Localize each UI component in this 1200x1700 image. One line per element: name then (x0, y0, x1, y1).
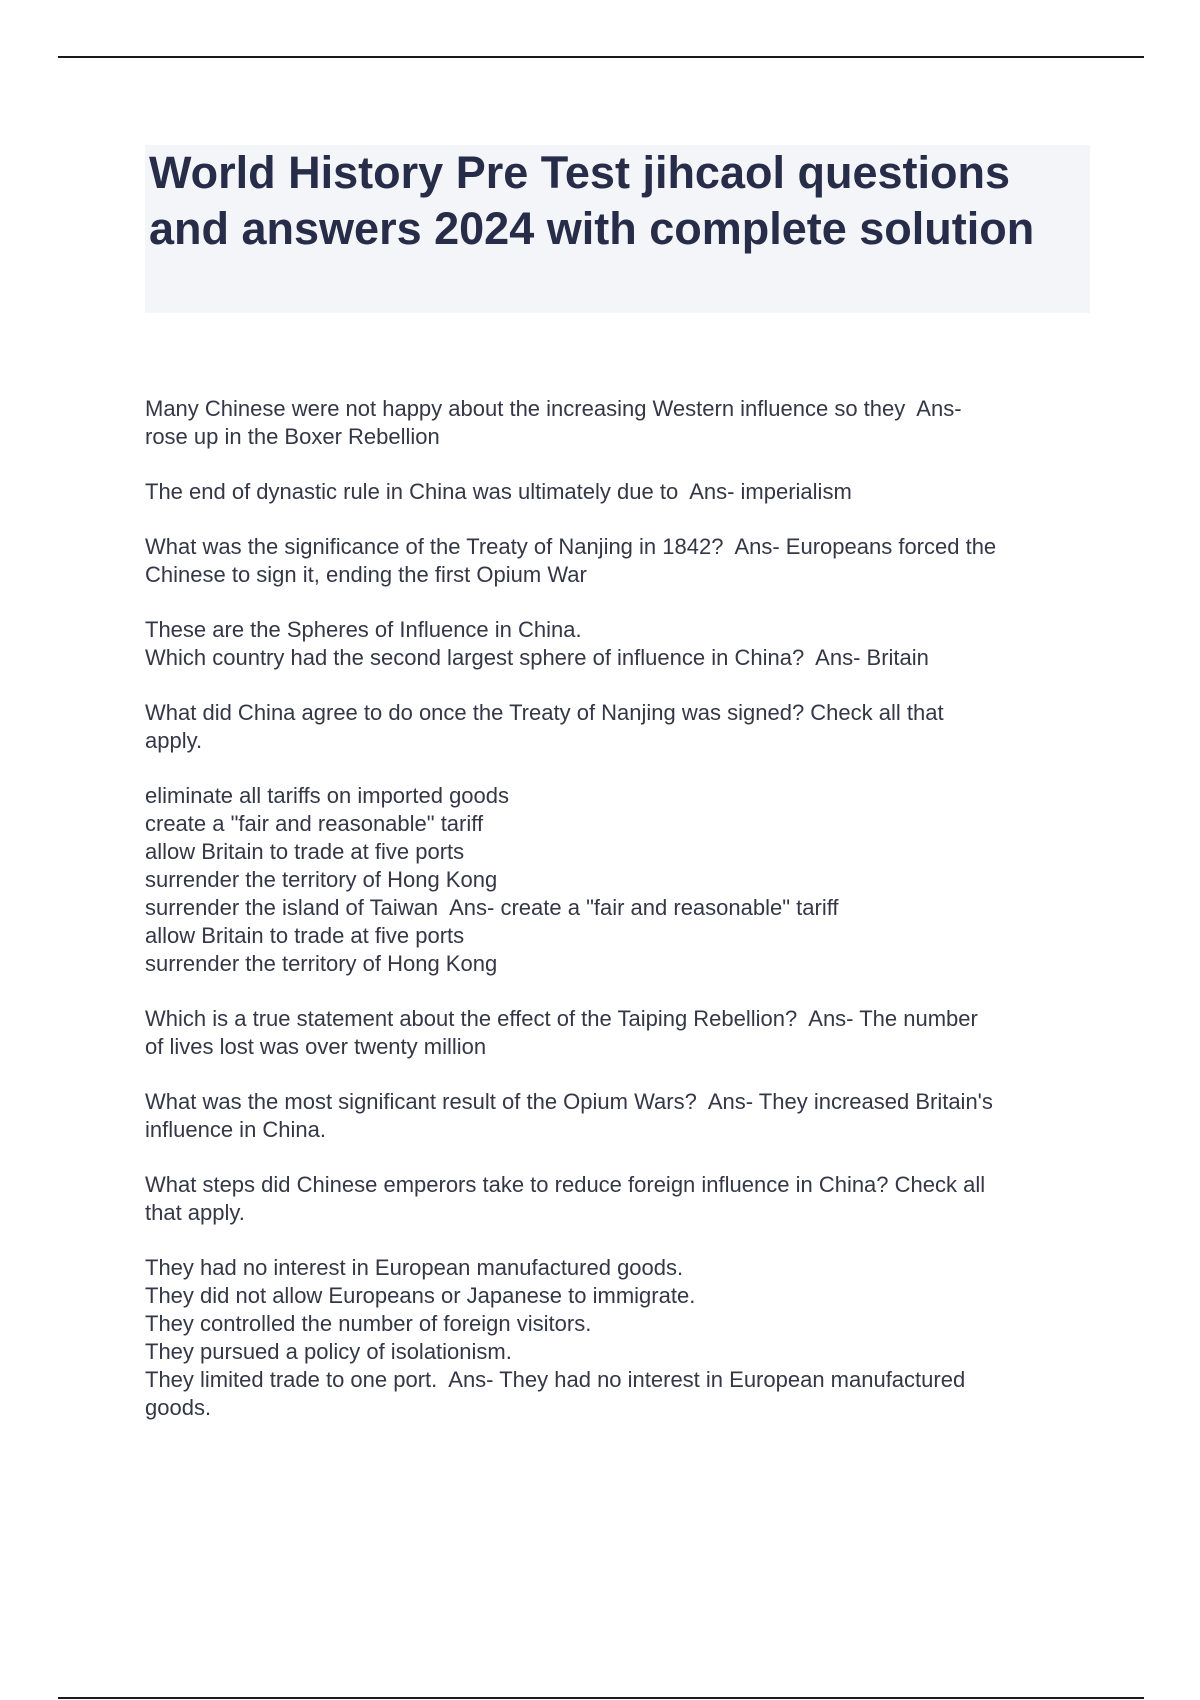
text-line: Chinese to sign it, ending the first Opium War (145, 562, 587, 587)
qa-paragraph (145, 616, 1090, 672)
qa-paragraph (145, 782, 1090, 978)
text-line: Many Chinese were not happy about the increasing Western influence so they Ans- (145, 396, 962, 421)
qa-paragraph (145, 1254, 1090, 1422)
text-line: What was the most significant result of the Opium Wars? Ans- They increased Britain's (145, 1089, 993, 1114)
qa-paragraph (145, 1088, 1090, 1144)
qa-paragraph (145, 699, 1090, 755)
qa-paragraph (145, 478, 1090, 506)
text-line: What did China agree to do once the Treaty of Nanjing was signed? Check all that (145, 700, 944, 725)
qa-paragraph (145, 1005, 1090, 1061)
text-line: influence in China. (145, 1117, 327, 1142)
text-line: surrender the territory of Hong Kong (145, 867, 498, 892)
text-line: allow Britain to trade at five ports (145, 923, 465, 948)
text-line: allow Britain to trade at five ports (145, 839, 465, 864)
text-line: of lives lost was over twenty million (145, 1034, 487, 1059)
text-line: surrender the island of Taiwan Ans- create a "fair and reasonable" tariff (145, 895, 839, 920)
bottom-rule (58, 1697, 1144, 1699)
text-line: These are the Spheres of Influence in China. (145, 617, 582, 642)
text-line: They limited trade to one port. Ans- They had no interest in European manufactured (145, 1367, 966, 1392)
text-line: apply. (145, 728, 203, 753)
top-rule (58, 56, 1144, 58)
qa-paragraph (145, 395, 1090, 451)
text-line: goods. (145, 1395, 212, 1420)
text-line: that apply. (145, 1200, 245, 1225)
text-line: They had no interest in European manufactured goods. (145, 1255, 684, 1280)
document-title: World History Pre Test jihcaol questions and answers 2024 with complete solution (149, 147, 1035, 254)
text-line: The end of dynastic rule in China was ultimately due to Ans- imperialism (145, 479, 852, 504)
text-line: rose up in the Boxer Rebellion (145, 424, 440, 449)
text-line: What steps did Chinese emperors take to reduce foreign influence in China? Check all (145, 1172, 986, 1197)
text-line: What was the significance of the Treaty of Nanjing in 1842? Ans- Europeans forced the (145, 534, 997, 559)
text-line: They did not allow Europeans or Japanese to immigrate. (145, 1283, 696, 1308)
title-block (145, 145, 1090, 313)
document-body (145, 395, 1090, 1449)
qa-paragraph (145, 1171, 1090, 1227)
text-line: surrender the territory of Hong Kong (145, 951, 498, 976)
text-line: create a "fair and reasonable" tariff (145, 811, 484, 836)
text-line: Which is a true statement about the effect of the Taiping Rebellion? Ans- The number (145, 1006, 978, 1031)
text-line: Which country had the second largest sphere of influence in China? Ans- Britain (145, 645, 929, 670)
text-line: They controlled the number of foreign visitors. (145, 1311, 592, 1336)
qa-paragraph (145, 533, 1090, 589)
text-line: They pursued a policy of isolationism. (145, 1339, 512, 1364)
text-line: eliminate all tariffs on imported goods (145, 783, 510, 808)
